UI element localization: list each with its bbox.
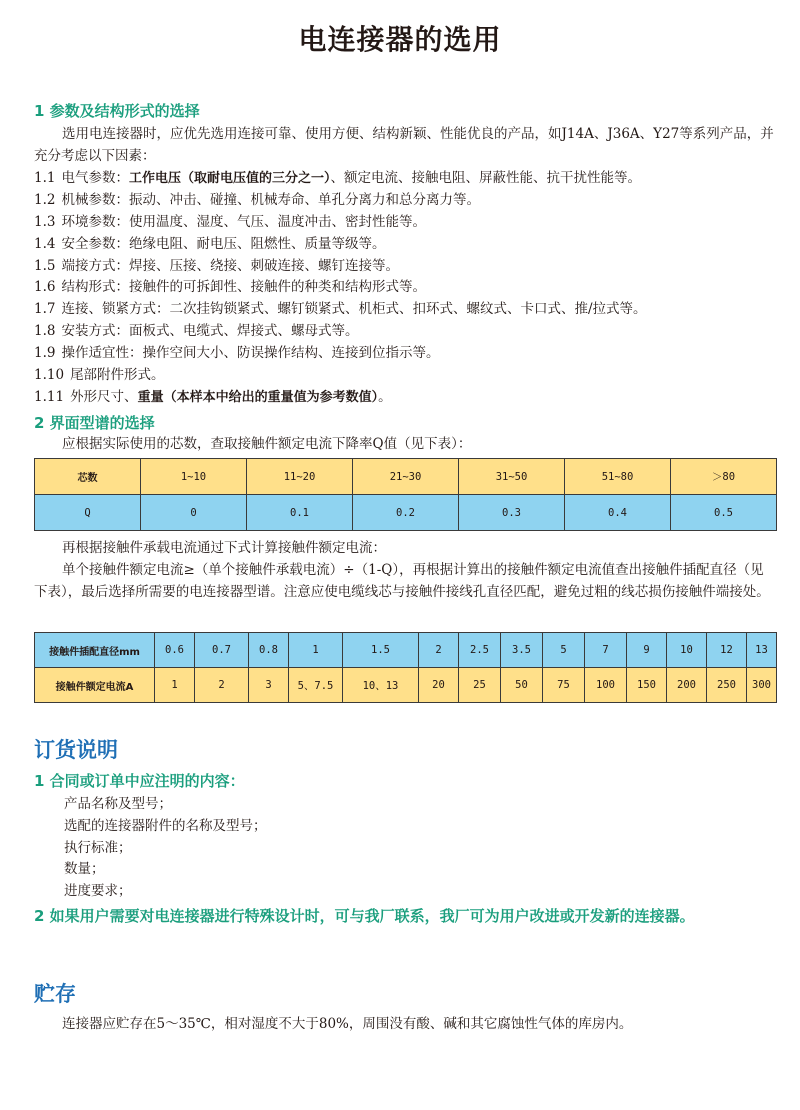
order-heading: 订货说明: [34, 738, 118, 762]
section2-heading: 2 界面型谱的选择: [34, 414, 155, 432]
table-cell: 0.3: [459, 495, 565, 531]
table-cell: 3: [249, 668, 289, 703]
table-cell: 5: [543, 633, 585, 668]
table-cell: Q: [35, 495, 141, 531]
section1-heading: 1 参数及结构形式的选择: [34, 102, 200, 120]
table-cell: 50: [501, 668, 543, 703]
parameter-list: [34, 168, 776, 409]
list-item: 选配的连接器附件的名称及型号；: [64, 817, 267, 834]
table-cell: 3.5: [501, 633, 543, 668]
table-cell: 11~20: [247, 459, 353, 495]
table-cell: 12: [707, 633, 747, 668]
table-cell: 25: [459, 668, 501, 703]
table-cell: 接触件插配直径mm: [35, 633, 155, 668]
table-cell: 1.5: [343, 633, 419, 668]
table-cell: 2.5: [459, 633, 501, 668]
table-cell: 0.8: [249, 633, 289, 668]
table-cell: 0.6: [155, 633, 195, 668]
table-row: [35, 633, 777, 668]
q-rate-table: [34, 458, 777, 531]
list-item: 1.5 端接方式：焊接、压接、绕接、刺破连接、螺钉连接等。: [34, 257, 399, 274]
diameter-current-table: [34, 632, 777, 703]
table-cell: 0.4: [565, 495, 671, 531]
list-item: 1.11 外形尺寸、重量（本样本中给出的重量值为参考数值）。: [34, 388, 392, 405]
table-cell: 13: [747, 633, 777, 668]
table-cell: 0.5: [671, 495, 777, 531]
table-cell: 0: [141, 495, 247, 531]
table-cell: 75: [543, 668, 585, 703]
list-item: 1.10 尾部附件形式。: [34, 367, 165, 384]
table-cell: 7: [585, 633, 627, 668]
list-item: 1.2 机械参数：振动、冲击、碰撞、机械寿命、单孔分离力和总分离力等。: [34, 191, 480, 208]
list-item: 1.9 操作适宜性：操作空间大小、防误操作结构、连接到位指示等。: [34, 345, 440, 362]
table-cell: 1: [289, 633, 343, 668]
list-item: 1.6 结构形式：接触件的可拆卸性、接触件的种类和结构形式等。: [34, 279, 426, 296]
list-item: 执行标准；: [64, 839, 132, 856]
table-cell: 2: [419, 633, 459, 668]
table-cell: 9: [627, 633, 667, 668]
list-item: 数量；: [64, 861, 105, 878]
table-cell: 接触件额定电流A: [35, 668, 155, 703]
order-items-list: [64, 794, 267, 903]
table-cell: 0.7: [195, 633, 249, 668]
table-row: [35, 495, 777, 531]
table-cell: 21~30: [353, 459, 459, 495]
table-cell: 20: [419, 668, 459, 703]
table-cell: 51~80: [565, 459, 671, 495]
list-item: 1.1 电气参数：工作电压（取耐电压值的三分之一）、额定电流、接触电阻、屏蔽性能、抗干扰性能等。: [34, 170, 641, 186]
table-cell: 5、7.5: [289, 668, 343, 703]
list-item: 1.4 安全参数：绝缘电阻、耐电压、阻燃性、质量等级等。: [34, 235, 386, 252]
table-cell: 0.1: [247, 495, 353, 531]
section1-intro: 选用电连接器时，应优先选用连接可靠、使用方便、结构新颖、性能优良的产品，如J14A、J36A、Y27等系列产品，并充分考虑以下因素：: [34, 126, 774, 164]
table-cell: 150: [627, 668, 667, 703]
table-row: [35, 668, 777, 703]
order-sub1: 1 合同或订单中应注明的内容：: [34, 772, 245, 790]
table-row: [35, 459, 777, 495]
list-item: 1.3 环境参数：使用温度、湿度、气压、温度冲击、密封性能等。: [34, 213, 426, 230]
table-cell: 1: [155, 668, 195, 703]
order-sub2: 2 如果用户需要对电连接器进行特殊设计时，可与我厂联系，我厂可为用户改进或开发新的连接器。: [34, 907, 695, 925]
table-cell: 1~10: [141, 459, 247, 495]
formula-intro: 再根据接触件承载电流通过下式计算接触件额定电流：: [62, 540, 386, 556]
table-cell: 31~50: [459, 459, 565, 495]
table-cell: ＞80: [671, 459, 777, 495]
table-cell: 10: [667, 633, 707, 668]
list-item: 1.7 连接、锁紧方式：二次挂钩锁紧式、螺钉锁紧式、机柜式、扣环式、螺纹式、卡口式、推/拉式等。: [34, 301, 647, 318]
formula-text: 单个接触件额定电流≥（单个接触件承载电流）÷（1-Q），再根据计算出的接触件额定电流值查出接触件插配直径（见下表），最后选择所需要的电连接器型谱。注意应使电缆线芯与接触件接线孔直径匹配，避免过粗的线芯损伤接触件端接处。: [34, 562, 770, 600]
storage-text: 连接器应贮存在5～35℃，相对湿度不大于80%，周围没有酸、碱和其它腐蚀性气体的库房内。: [62, 1016, 633, 1032]
list-item: 产品名称及型号；: [64, 796, 172, 812]
list-item: 1.8 安装方式：面板式、电缆式、焊接式、螺母式等。: [34, 323, 359, 340]
page-title: 电连接器的选用: [298, 23, 502, 56]
storage-heading: 贮存: [34, 982, 76, 1006]
table-cell: 200: [667, 668, 707, 703]
table-cell: 2: [195, 668, 249, 703]
section2-intro: 应根据实际使用的芯数，查取接触件额定电流下降率Q值（见下表）：: [62, 436, 472, 452]
table-cell: 芯数: [35, 459, 141, 495]
table-cell: 10、13: [343, 668, 419, 703]
table-cell: 300: [747, 668, 777, 703]
table-cell: 250: [707, 668, 747, 703]
list-item: 进度要求；: [64, 883, 132, 900]
table-cell: 0.2: [353, 495, 459, 531]
table-cell: 100: [585, 668, 627, 703]
